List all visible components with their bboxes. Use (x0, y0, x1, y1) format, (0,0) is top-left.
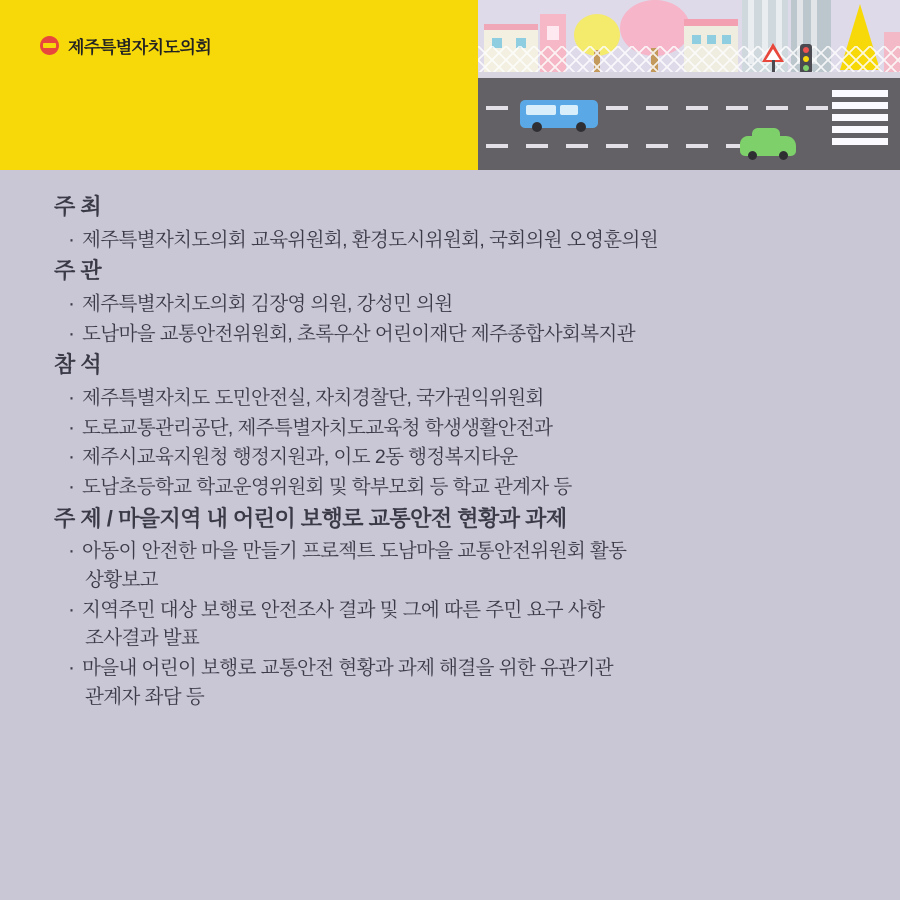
list-item (54, 320, 866, 349)
list-item-text: 도남마을 교통안전위원회, 초록우산 어린이재단 제주종합사회복지관 (82, 322, 635, 345)
list-item (54, 290, 866, 319)
list-item-text: 제주시교육지원청 행정지원과, 이도 2동 행정복지타운 (82, 446, 518, 469)
bullet-list (54, 226, 866, 255)
list-item (54, 414, 866, 443)
list-item (54, 654, 866, 711)
road (478, 72, 900, 170)
list-item-text: 마을내 어린이 보행로 교통안전 현황과 과제 해결을 위한 유관기관 (82, 656, 613, 679)
list-item-text: 지역주민 대상 보행로 안전조사 결과 및 그에 따른 주민 요구 사항 (82, 598, 605, 621)
crosswalk-icon (832, 90, 888, 144)
poster-body (0, 170, 900, 711)
section-host (54, 192, 866, 254)
section-title: 주 관 (54, 258, 102, 284)
list-item (54, 384, 866, 413)
section-topic (54, 504, 866, 712)
list-item-continuation: 상황보고 (85, 569, 158, 591)
list-item-continuation: 관계자 좌담 등 (85, 685, 205, 708)
city-street-illustration (478, 0, 900, 170)
list-item (54, 473, 866, 502)
list-item-text: 아동이 안전한 마을 만들기 프로젝트 도남마을 교통안전위원회 활동 (82, 540, 627, 563)
bus-icon (520, 100, 598, 128)
bullet-list (54, 537, 866, 711)
list-item-text: 도남초등학교 학교운영위원회 및 학부모회 등 학교 관계자 등 (82, 476, 572, 498)
list-item-text: 제주특별자치도의회 교육위원회, 환경도시위원회, 국회의원 오영훈의원 (82, 228, 659, 251)
bullet-list (54, 290, 866, 348)
traffic-signal-icon (800, 44, 812, 74)
list-item-continuation: 조사결과 발표 (85, 627, 200, 650)
header-yellow-panel (0, 0, 478, 170)
section-title: 참 석 (54, 352, 102, 378)
organization-name: 제주특별자치도의회 (68, 38, 212, 57)
list-item (54, 596, 866, 653)
car-icon (740, 136, 796, 156)
section-attendees (54, 350, 866, 501)
list-item-text: 제주특별자치도의회 김장영 의원, 강성민 의원 (82, 293, 453, 316)
poster-header (0, 0, 900, 170)
bullet-list (54, 384, 866, 502)
section-organizer (54, 256, 866, 348)
fence-icon (478, 46, 900, 72)
assembly-emblem-icon (40, 36, 59, 55)
list-item-text: 도로교통관리공단, 제주특별자치도교육청 학생생활안전과 (82, 416, 553, 439)
brand (40, 33, 211, 58)
section-title: 주 최 (54, 194, 102, 219)
list-item (54, 226, 866, 255)
section-title: 주 제 / 마을지역 내 어린이 보행로 교통안전 현황과 과제 (54, 505, 567, 531)
list-item (54, 537, 866, 594)
list-item-text: 제주특별자치도 도민안전실, 자치경찰단, 국가권익위원회 (82, 387, 544, 410)
list-item (54, 443, 866, 472)
